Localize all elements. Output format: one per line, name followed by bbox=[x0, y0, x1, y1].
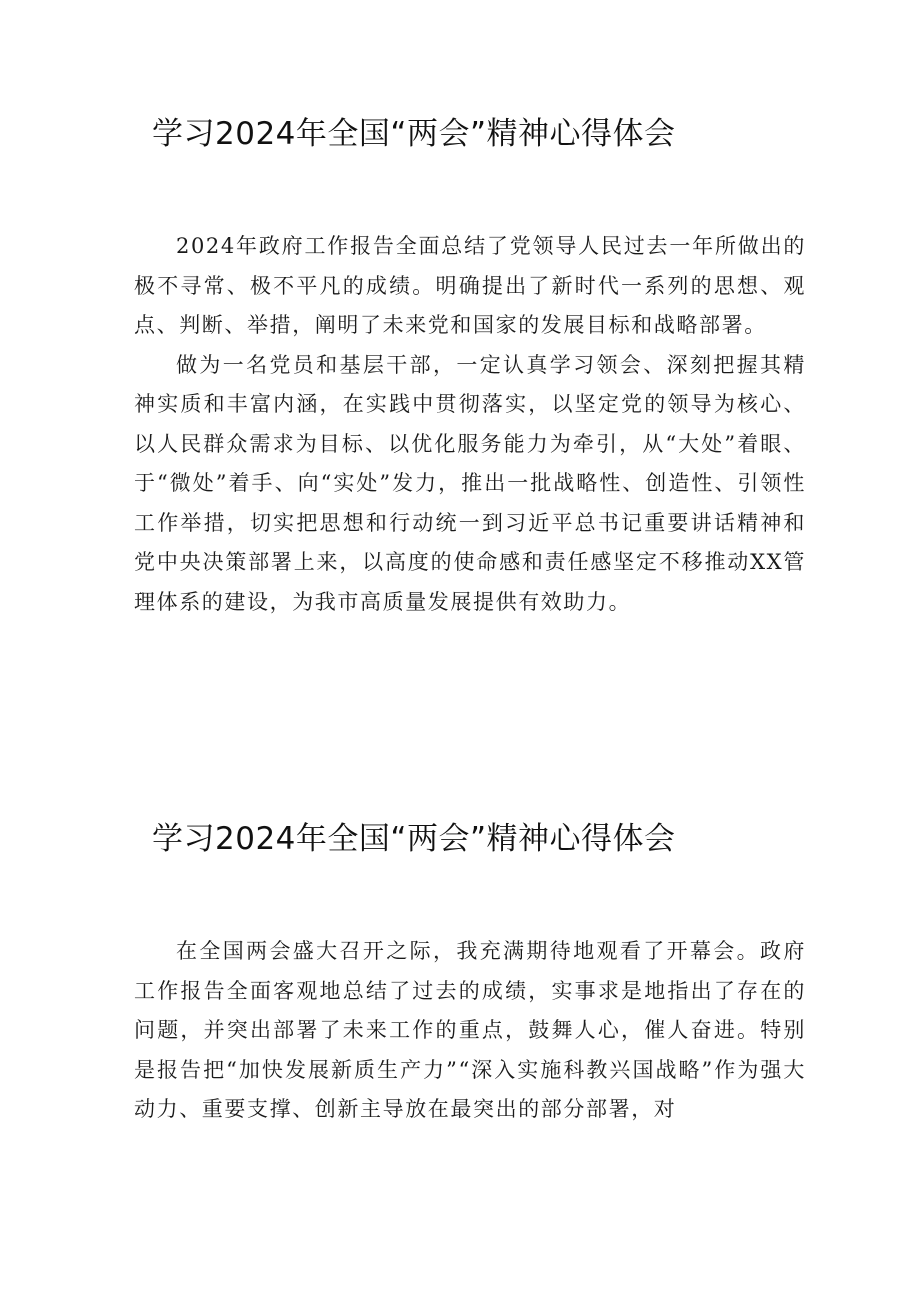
article-body-2 bbox=[134, 932, 806, 1130]
article-title-2: 学习2024年全国“两会”精神心得体会 bbox=[152, 821, 676, 857]
article-body-1 bbox=[134, 227, 806, 622]
article-title-1: 学习2024年全国“两会”精神心得体会 bbox=[152, 116, 676, 152]
article-section-2 bbox=[134, 817, 806, 1130]
body-paragraph: 在全国两会盛大召开之际，我充满期待地观看了开幕会。政府工作报告全面客观地总结了过去的成绩，实事求是地指出了存在的问题，并突出部署了未来工作的重点，鼓舞人心，催人奋进。特别是报告把“加快发展新质生产力”“深入实施科教兴国战略”作为强大动力、重要支撑、创新主导放在最突出的部分部署，对 bbox=[134, 939, 806, 1121]
body-paragraph: 2024年政府工作报告全面总结了党领导人民过去一年所做出的极不寻常、极不平凡的成绩。明确提出了新时代一系列的思想、观点、判断、举措，阐明了未来党和国家的发展目标和战略部署。 bbox=[134, 234, 806, 337]
body-paragraph: 做为一名党员和基层干部，一定认真学习领会、深刻把握其精神实质和丰富内涵，在实践中贯彻落实，以坚定党的领导为核心、以人民群众需求为目标、以优化服务能力为牵引，从“大处”着眼、于“微处”着手、向“实处”发力，推出一批战略性、创造性、引领性工作举措，切实把思想和行动统一到习近平总书记重要讲话精神和党中央决策部署上来，以高度的使命感和责任感坚定不移推动XX管理体系的建设，为我市高质量发展提供有效助力。 bbox=[134, 352, 807, 614]
article-section-1 bbox=[134, 112, 806, 622]
